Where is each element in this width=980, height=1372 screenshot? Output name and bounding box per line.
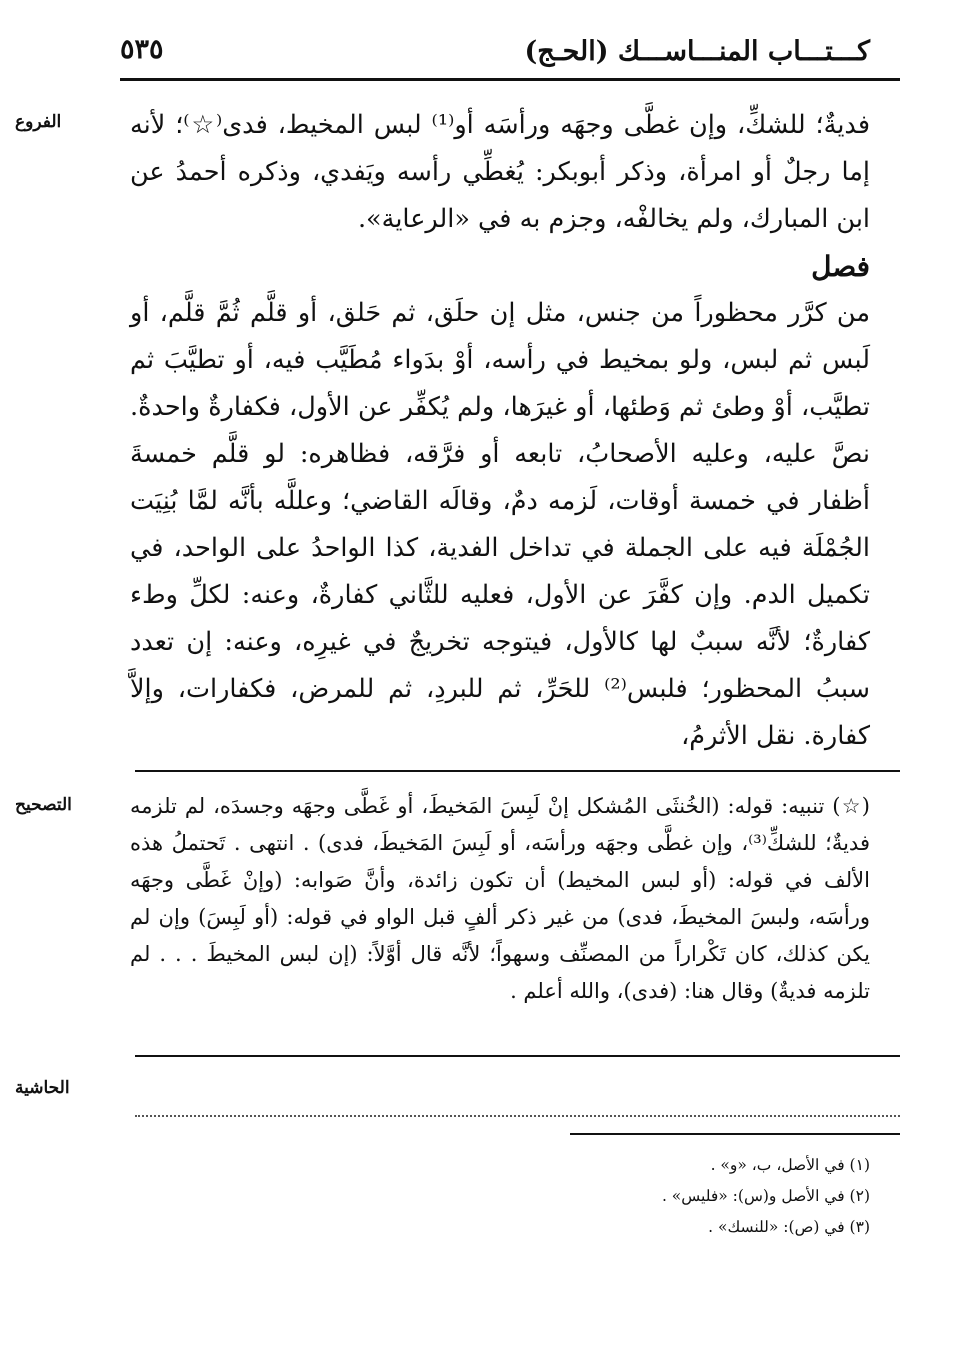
footnote-1: (١) في الأصل، ب، «و» . [710, 1156, 870, 1174]
notes-separator-rule [135, 1055, 900, 1057]
footnote-2: (٢) في الأصل و(س): «فليس» . [661, 1187, 870, 1205]
footnote-rule [570, 1133, 900, 1135]
footnote-3: (٣) في (ص): «للنسك» . [708, 1218, 870, 1236]
main-paragraph-1: فديةٌ؛ للشكِّ، وإن غطَّى وجهَه ورأسَه أو⁽¹⁾ لبس المخيط، فدى⁽☆⁾؛ لأنه إما رجلٌ أو امرأة، وذكر أبوبكر: يُغطِّي رأسه ويَفدي، وذكره أحمدُ عن ابن المبارك، ولم يخالفْه، وجزم به في «الرعاية». [130, 110, 871, 234]
main-separator-rule [135, 770, 900, 772]
running-header-title: كـــتـــاب المنـــاســـك (الحـج) [524, 36, 870, 67]
side-label-hashiya: الحاشية [15, 1078, 70, 1098]
hashiya-dotted-line [135, 1115, 900, 1117]
tashih-paragraph: (☆) تنبيه: قوله: (الخُنثَى المُشكل إنْ لَبِسَ المَخيطَ، أو غَطَّى وجهَه وجسدَه، لم تلزمه فديةٌ؛ للشكِّ⁽³⁾، وإن غطَّى وجهَه ورأسَه، أو لَبِسَ المَخيطَ، فدى) . انتهى . تَحتملُ هذه الألف في قوله: (أو لبس المخيط) أن تكون زائدة، وأنَّ صَوابه: (وإنْ غَطَّى وجهَه ورأسَه، ولبسَ المخيطَ، فدى) من غير ذكر ألفٍ قبل الواو في قوله: (أو لَبِسَ) وإن لم يكن كذلك، كان تَكْراراً من المصنِّف وسهواً؛ لأنَّه قال أوَّلاً: (إن لبس المخيطَ . . . لم تلزمه فديةٌ) وقال هنا: (فدى)، والله أعلم . [130, 794, 870, 1003]
main-paragraph-2: من كرَّر محظوراً من جنس، مثل إن حلَق، ثم حَلق، أو قلَّم ثُمَّ قلَّم، أو لَبس ثم لبس، ولو بمخيط في رأسه، أوْ بدَواء مُطَيَّب فيه، أو تطيَّبَ ثم تطيَّب، أوْ وطئ ثم وَطئها، أو غيرَها، ولم يُكفِّر عن الأول، فكفارةٌ واحدةٌ. نصَّ عليه، وعليه الأصحابُ، تابعه أو فرَّقه، فظاهره: لو قلَّم خمسةَ أظفار في خمسة أوقات، لَزمه دمٌ، وقالَه القاضي؛ وعللَّه بأنَّه لمَّا بُنِيَت الجُمْلَة فيه على الجملة في تداخل الفدية، كذا الواحدُ على الواحد، في تكميل الدم. وإن كفَّرَ عن الأول، فعليه للثَّاني كفارةٌ، وعنه: لكلِّ وطء كفارةٌ؛ لأنَّه سببٌ لها كالأول، فيتوجه تخريجٌ في غيرِه، وعنه: إن تعدد سببُ المحظور؛ فلبس⁽²⁾ للحَرِّ، ثم للبردِ، ثم للمرض، فكفارات، وإلاَّ كفارة. نقل الأثرمُ، [130, 298, 871, 751]
tashih-notes [130, 788, 870, 1010]
side-label-furu: الفروع [15, 112, 62, 132]
side-label-tashih: التصحيح [15, 795, 72, 815]
section-title: فصل [811, 250, 870, 283]
page-number: ٥٣٥ [120, 34, 164, 65]
main-text [130, 102, 870, 760]
header-rule [120, 78, 900, 81]
footnotes [130, 1150, 870, 1243]
